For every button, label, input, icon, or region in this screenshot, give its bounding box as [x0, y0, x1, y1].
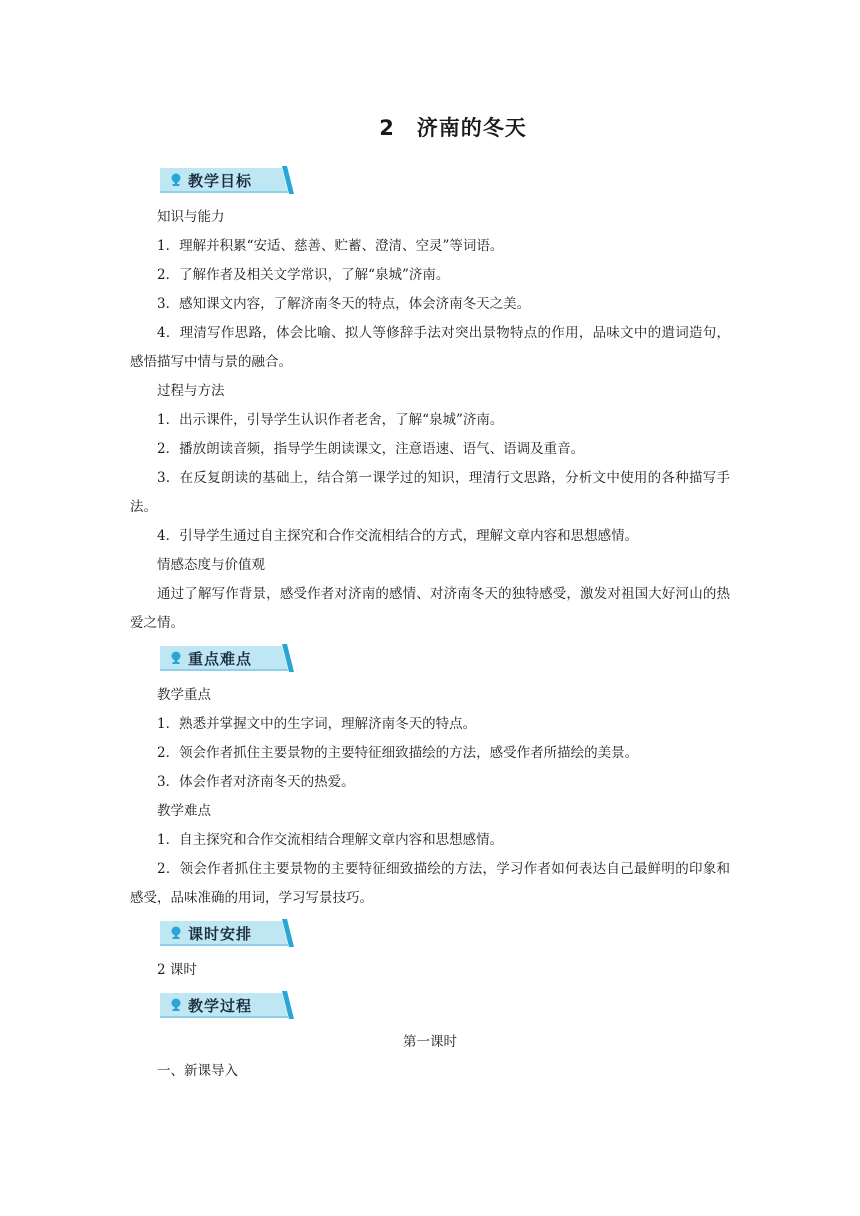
lesson-heading: 第一课时	[403, 1034, 457, 1050]
list-item: 2．播放朗读音频，指导学生朗读课文，注意语速、语气、语调及重音。	[157, 441, 585, 457]
subheading-knowledge: 知识与能力	[157, 209, 225, 225]
list-item: 4．理清写作思路，体会比喻、拟人等修辞手法对突出景物特点的作用，品味文中的遣词造句，感悟描写中情与景的融合。	[130, 325, 730, 370]
list-item: 3．在反复朗读的基础上，结合第一课学过的知识，理清行文思路，分析文中使用的各种描写手法。	[130, 470, 730, 515]
subheading-emotion: 情感态度与价值观	[157, 557, 265, 573]
list-item: 4．引导学生通过自主探究和合作交流相结合的方式，理解文章内容和思想感情。	[157, 528, 639, 544]
list-item: 1．熟悉并掌握文中的生字词，理解济南冬天的特点。	[157, 716, 477, 732]
subheading-process: 过程与方法	[157, 383, 225, 399]
badge-label: 教学目标	[188, 172, 253, 190]
section-badge-process	[160, 991, 294, 1019]
subheading-difficult: 教学难点	[157, 803, 211, 819]
page-title: 2 济南的冬天	[379, 116, 527, 140]
list-item: 3．体会作者对济南冬天的热爱。	[157, 774, 355, 790]
badge-label: 重点难点	[188, 650, 253, 668]
list-item: 2．领会作者抓住主要景物的主要特征细致描绘的方法，感受作者所描绘的美景。	[157, 745, 639, 761]
paragraph: 通过了解写作背景，感受作者对济南的感情、对济南冬天的独特感受，激发对祖国大好河山的热爱之情。	[130, 586, 730, 631]
list-item: 1．出示课件，引导学生认识作者老舍，了解“泉城”济南。	[157, 412, 504, 428]
section-badge-goals	[160, 166, 294, 194]
section-badge-schedule	[160, 919, 294, 947]
step-heading: 一、新课导入	[157, 1063, 238, 1079]
subheading-key: 教学重点	[157, 687, 211, 703]
section-badge-key-points	[160, 644, 294, 672]
badge-label: 课时安排	[188, 925, 253, 943]
list-item: 2．了解作者及相关文学常识，了解“泉城”济南。	[157, 267, 450, 283]
list-item: 1．理解并积累“安适、慈善、贮蓄、澄清、空灵”等词语。	[157, 238, 504, 254]
list-item: 1．自主探究和合作交流相结合理解文章内容和思想感情。	[157, 832, 504, 848]
badge-label: 教学过程	[188, 997, 253, 1015]
document-body	[130, 166, 730, 1086]
schedule-text: 2 课时	[157, 962, 197, 978]
list-item: 3．感知课文内容，了解济南冬天的特点，体会济南冬天之美。	[157, 296, 531, 312]
list-item: 2．领会作者抓住主要景物的主要特征细致描绘的方法，学习作者如何表达自己最鲜明的印象和感受，品味准确的用词，学习写景技巧。	[130, 861, 730, 906]
